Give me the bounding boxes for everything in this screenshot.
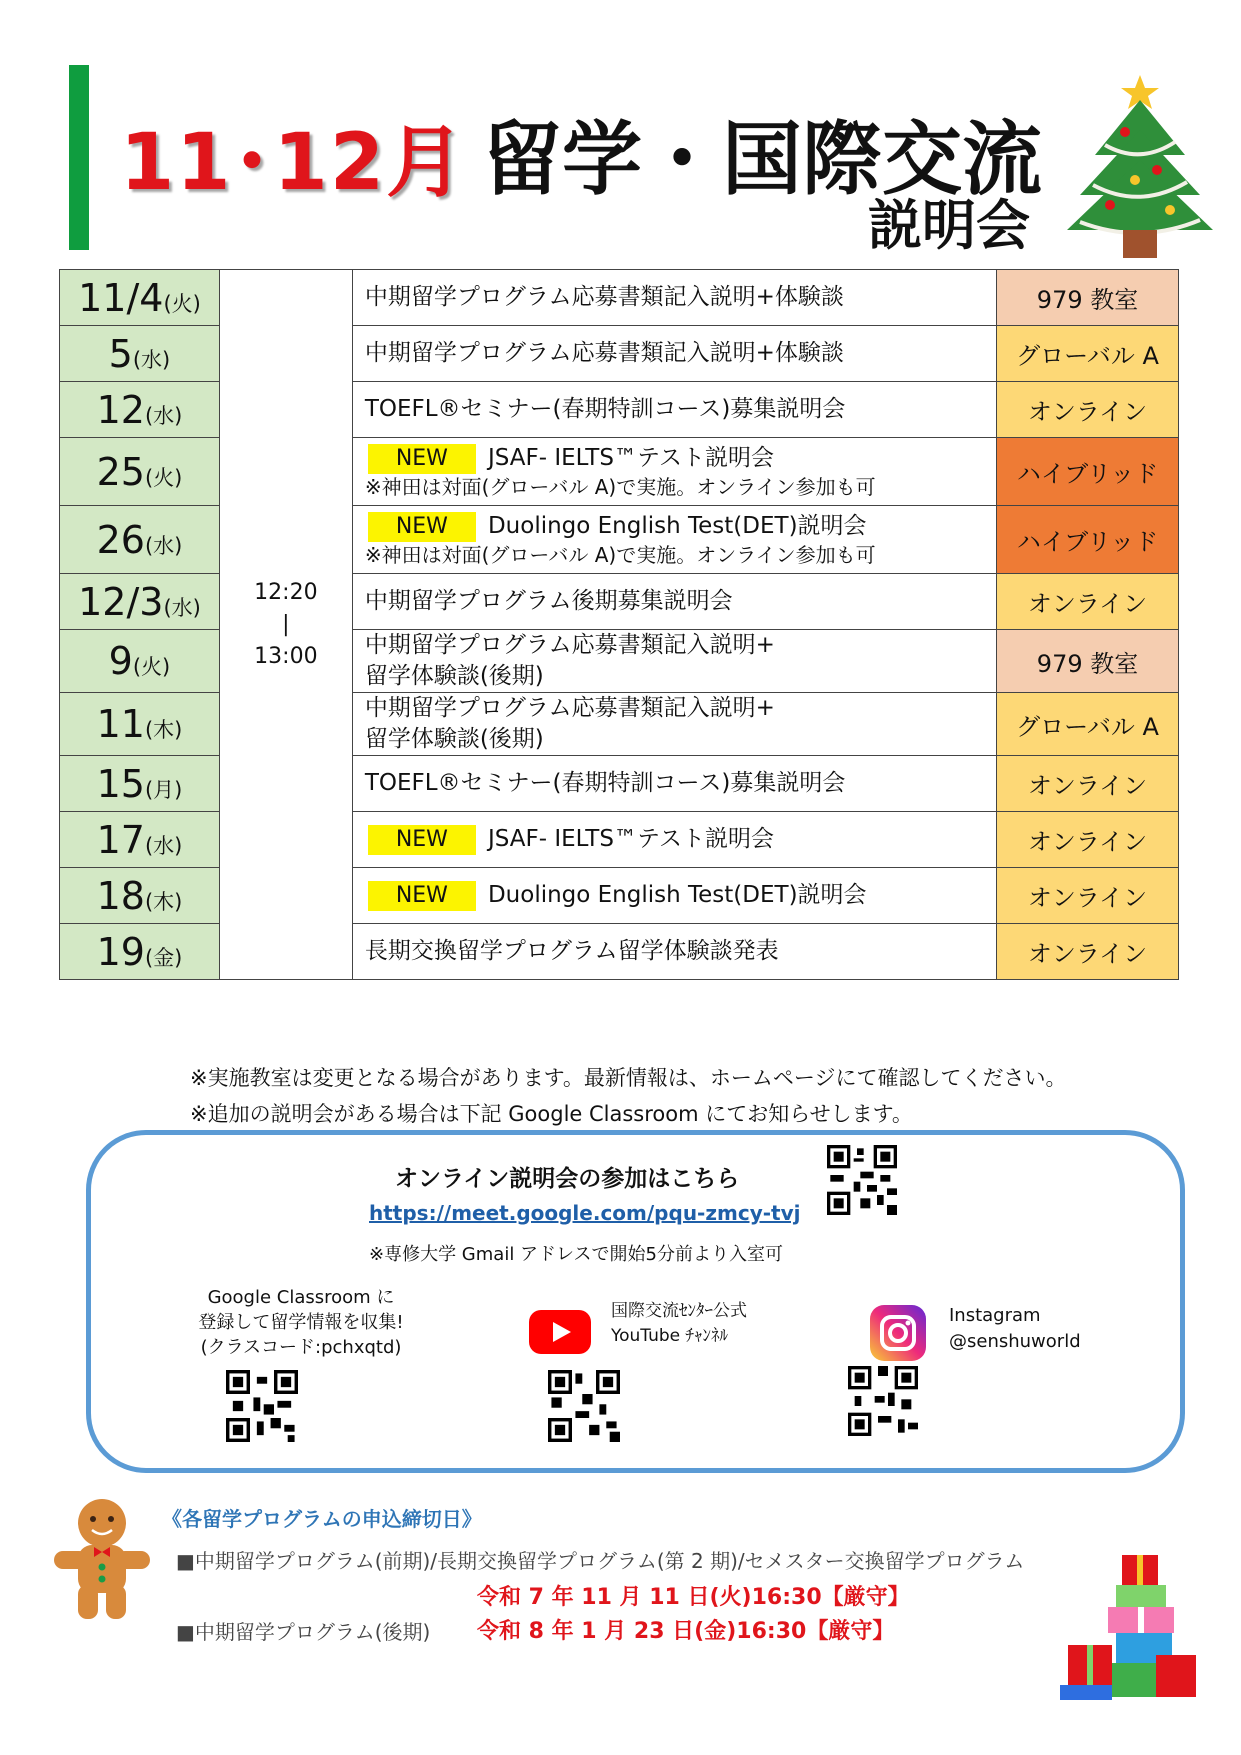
location-cell: オンライン [997,812,1179,868]
date-cell [60,630,220,693]
event-title-line [365,338,984,369]
date-number: 11/4 [78,275,164,320]
deadline-date-2: 令和 8 年 1 月 23 日(金)16:30【厳守】 [477,1619,895,1644]
event-title: 中期留学プログラム応募書類記入説明+ [364,632,775,658]
instagram-handle: @senshuworld [949,1331,1081,1352]
online-info-box [86,1130,1185,1473]
date-cell [60,438,220,506]
event-title: 長期交換留学プログラム留学体験談発表 [364,938,779,964]
event-cell [352,868,996,924]
classroom-line: Google Classroom に [207,1287,395,1308]
deadline-date-1: 令和 7 年 11 月 11 日(火)16:30【厳守】 [477,1585,910,1610]
deadline-program-2: ■中期留学プログラム(後期) [176,1620,431,1644]
weekday: (火) [163,291,201,316]
weekday: (水) [144,533,183,558]
location-cell: ハイブリッド [997,506,1179,574]
date-number: 17 [96,817,145,862]
instagram-icon[interactable] [870,1305,926,1361]
meet-link[interactable]: https://meet.google.com/pqu-zmcy-tvj [369,1201,801,1225]
weekday: (月) [144,777,183,802]
date-number: 5 [108,331,133,376]
page-title: 留学・国際交流 [482,113,1042,206]
location-cell: オンライン [997,574,1179,630]
event-title-line [365,394,984,425]
date-cell [60,756,220,812]
weekday: (水) [132,347,171,372]
weekday: (水) [163,595,201,620]
location-cell: オンライン [997,924,1179,980]
event-title-line [365,282,984,313]
location-cell: オンライン [997,382,1179,438]
page-subtitle: 説明会 [868,194,1030,257]
event-cell [352,693,996,756]
event-title-line [365,693,984,724]
location-cell: ハイブリッド [997,438,1179,506]
new-badge: NEW [368,881,476,911]
event-cell [352,756,996,812]
classroom-info [186,1285,416,1360]
date-cell [60,382,220,438]
weekday: (火) [144,465,183,490]
weekday: (木) [144,889,183,914]
youtube-line: 国際交流ｾﾝﾀｰ公式 [611,1301,747,1321]
title-month: 11･12月 [120,118,467,208]
event-title: Duolingo English Test(DET)説明会 [487,882,867,908]
event-title-line [365,824,984,855]
location-cell: オンライン [997,868,1179,924]
instagram-qr-code[interactable] [848,1366,918,1436]
date-cell [60,868,220,924]
weekday: (火) [132,655,171,679]
date-number: 11 [96,702,145,746]
event-cell [352,812,996,868]
event-cell [352,574,996,630]
youtube-info [611,1299,747,1349]
event-title: JSAF- IELTS™テスト説明会 [487,445,775,471]
event-title-cont: 留学体験談(後期) [364,726,544,752]
event-title-line [365,768,984,799]
weekday: (水) [144,403,183,428]
event-title: JSAF- IELTS™テスト説明会 [487,826,775,852]
deadline-program-1: ■中期留学プログラム(前期)/長期交換留学プログラム(第 2 期)/セメスター交換留学プログラム [176,1549,1025,1573]
event-note: ※神田は対面(グローバル A)で実施。オンライン参加も可 [364,475,876,499]
note-line: ※追加の説明会がある場合は下記 Google Classroom にてお知らせします。 [190,1102,913,1126]
time-value: 12:20 [254,579,318,605]
event-title: TOEFL®セミナー(春期特訓コース)募集説明会 [364,396,846,422]
instagram-info [949,1303,1081,1355]
date-number: 15 [96,761,145,806]
instagram-line: Instagram [949,1305,1041,1326]
youtube-qr-code[interactable] [548,1370,620,1442]
location-cell: 979 教室 [997,270,1179,326]
title-accent-bar [69,65,89,250]
classroom-qr-code[interactable] [226,1370,298,1442]
classroom-code: (クラスコード:pchxqtd) [200,1337,402,1358]
table-row [60,270,1179,326]
meet-qr-code[interactable] [827,1145,897,1215]
event-title: 中期留学プログラム応募書類記入説明+ [364,695,775,721]
date-cell [60,812,220,868]
time-cell [219,270,352,980]
date-number: 19 [96,929,145,974]
event-cell [352,326,996,382]
gift-boxes-icon [1060,1545,1200,1700]
date-cell [60,506,220,574]
date-cell [60,270,220,326]
location-cell: 979 教室 [997,630,1179,693]
date-number: 12 [96,387,145,432]
event-title: Duolingo English Test(DET)説明会 [487,513,867,539]
new-badge: NEW [368,825,476,855]
gingerbread-icon [50,1495,155,1620]
event-title-line [365,443,984,474]
youtube-icon[interactable] [529,1310,591,1354]
online-note: ※専修大学 Gmail アドレスで開始5分前より入室可 [369,1244,783,1265]
date-cell [60,924,220,980]
time-separator: | [282,611,290,637]
location-cell: オンライン [997,756,1179,812]
time-value: 13:00 [254,643,318,669]
youtube-line: YouTube ﾁｬﾝﾈﾙ [611,1326,729,1346]
weekday: (水) [144,833,183,858]
event-cell [352,630,996,693]
new-badge: NEW [368,512,476,542]
event-cell [352,924,996,980]
date-number: 18 [96,873,145,918]
date-number: 25 [96,449,145,494]
event-cell [352,506,996,574]
event-title-line [365,511,984,542]
event-title: 中期留学プログラム応募書類記入説明+体験談 [364,340,844,366]
date-cell [60,326,220,382]
event-title: 中期留学プログラム後期募集説明会 [364,588,733,614]
event-cell [352,438,996,506]
online-title: オンライン説明会の参加はこちら [395,1166,740,1192]
event-title-line [365,630,984,661]
weekday: (木) [144,718,183,742]
date-number: 12/3 [78,579,164,624]
classroom-line: 登録して留学情報を収集! [198,1312,404,1333]
schedule-notes [190,1060,1067,1132]
note-line: ※実施教室は変更となる場合があります。最新情報は、ホームページにて確認してください。 [190,1066,1067,1090]
event-title-cont: 留学体験談(後期) [364,663,544,689]
location-cell: グローバル A [997,693,1179,756]
christmas-tree-icon [1065,70,1215,260]
schedule-table [59,269,1179,980]
event-note: ※神田は対面(グローバル A)で実施。オンライン参加も可 [364,543,876,567]
date-cell [60,693,220,756]
new-badge: NEW [368,444,476,474]
date-number: 26 [96,517,145,562]
event-title: TOEFL®セミナー(春期特訓コース)募集説明会 [364,770,846,796]
event-title-line [365,936,984,967]
date-cell [60,574,220,630]
event-title-line [365,880,984,911]
event-title: 中期留学プログラム応募書類記入説明+体験談 [364,284,844,310]
location-cell: グローバル A [997,326,1179,382]
event-title-line [365,586,984,617]
deadline-heading: 《各留学プログラムの申込締切日》 [162,1507,482,1531]
event-cell [352,270,996,326]
date-number: 9 [108,639,133,683]
weekday: (金) [144,945,183,970]
event-cell [352,382,996,438]
